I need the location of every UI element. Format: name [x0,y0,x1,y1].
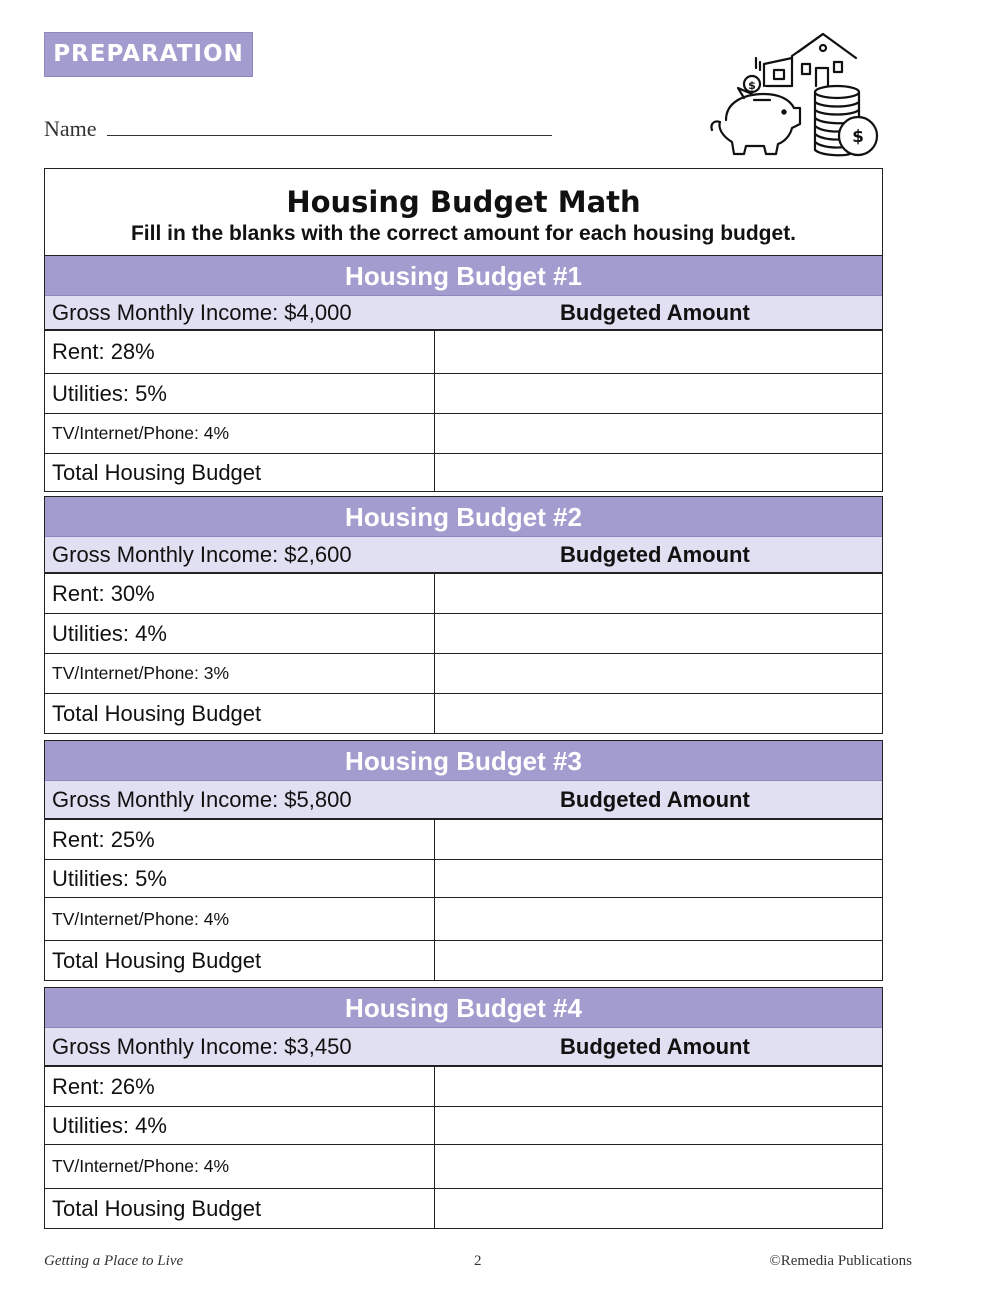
row-label: Rent: 26% [45,1067,435,1106]
table-row [45,653,882,693]
row-label: Utilities: 4% [45,1107,435,1144]
budget-table-2 [44,496,883,734]
table-row [45,859,882,897]
house-icon [756,34,856,86]
piggy-bank-icon [711,88,800,154]
answer-cell-rent[interactable] [435,574,882,613]
savings-illustration [704,28,886,162]
answer-cell-rent[interactable] [435,331,882,373]
table-row [45,1144,882,1188]
table-row [45,1066,882,1106]
row-label: Rent: 30% [45,574,435,613]
row-label: Utilities: 5% [45,374,435,413]
table-row [45,897,882,940]
income-row [45,296,882,330]
budgeted-amount-header: Budgeted Amount [560,1033,750,1059]
budgeted-amount-header: Budgeted Amount [560,786,750,812]
worksheet-header [44,168,883,255]
table-row [45,940,882,980]
budget-title: Housing Budget #4 [45,988,882,1028]
budget-title: Housing Budget #3 [45,741,882,781]
name-blank-line[interactable] [107,135,552,136]
budget-table-3 [44,740,883,981]
answer-cell-tv-internet-phone[interactable] [435,898,882,940]
table-row [45,819,882,859]
name-label: Name [44,116,97,141]
table-row [45,613,882,653]
table-row [45,693,882,733]
gross-income: Gross Monthly Income: $2,600 [52,541,352,567]
footer-book-title: Getting a Place to Live [44,1253,184,1269]
answer-cell-total[interactable] [435,1189,882,1228]
row-label: Utilities: 4% [45,614,435,653]
table-row [45,1106,882,1144]
table-row [45,413,882,453]
answer-cell-total[interactable] [435,454,882,491]
budget-table-4 [44,987,883,1229]
gross-income: Gross Monthly Income: $5,800 [52,786,352,812]
answer-cell-total[interactable] [435,694,882,733]
budgeted-amount-header: Budgeted Amount [560,299,750,325]
row-label: Total Housing Budget [45,941,435,980]
svg-text:$: $ [852,127,864,147]
answer-cell-tv-internet-phone[interactable] [435,1145,882,1188]
table-row [45,330,882,373]
income-row [45,1028,882,1066]
income-row [45,781,882,819]
section-badge: PREPARATION [44,32,253,77]
worksheet-title: Housing Budget Math [286,185,641,219]
answer-cell-utilities[interactable] [435,374,882,413]
row-label: Rent: 25% [45,820,435,859]
worksheet-instructions: Fill in the blanks with the correct amount for each housing budget. [130,222,797,245]
row-label: TV/Internet/Phone: 4% [45,414,435,453]
budget-table-1 [44,255,883,492]
income-row [45,537,882,573]
answer-cell-utilities[interactable] [435,1107,882,1144]
row-label: TV/Internet/Phone: 4% [45,898,435,940]
name-field[interactable] [44,112,564,142]
budgeted-amount-header: Budgeted Amount [560,541,750,567]
row-label: Total Housing Budget [45,454,435,491]
row-label: Total Housing Budget [45,1189,435,1228]
gross-income: Gross Monthly Income: $4,000 [52,299,352,325]
row-label: Total Housing Budget [45,694,435,733]
answer-cell-utilities[interactable] [435,860,882,897]
table-row [45,373,882,413]
answer-cell-total[interactable] [435,941,882,980]
answer-cell-rent[interactable] [435,820,882,859]
svg-text:$: $ [748,79,756,92]
answer-cell-tv-internet-phone[interactable] [435,654,882,693]
row-label: TV/Internet/Phone: 3% [45,654,435,693]
answer-cell-utilities[interactable] [435,614,882,653]
budget-title: Housing Budget #2 [45,497,882,537]
budget-title: Housing Budget #1 [45,256,882,296]
answer-cell-rent[interactable] [435,1067,882,1106]
row-label: Rent: 28% [45,331,435,373]
answer-cell-tv-internet-phone[interactable] [435,414,882,453]
row-label: Utilities: 5% [45,860,435,897]
footer-copyright: ©Remedia Publications [769,1253,912,1269]
gross-income: Gross Monthly Income: $3,450 [52,1033,352,1059]
table-row [45,453,882,491]
row-label: TV/Internet/Phone: 4% [45,1145,435,1188]
footer-page-number: 2 [474,1253,482,1269]
table-row [45,1188,882,1228]
table-row [45,573,882,613]
